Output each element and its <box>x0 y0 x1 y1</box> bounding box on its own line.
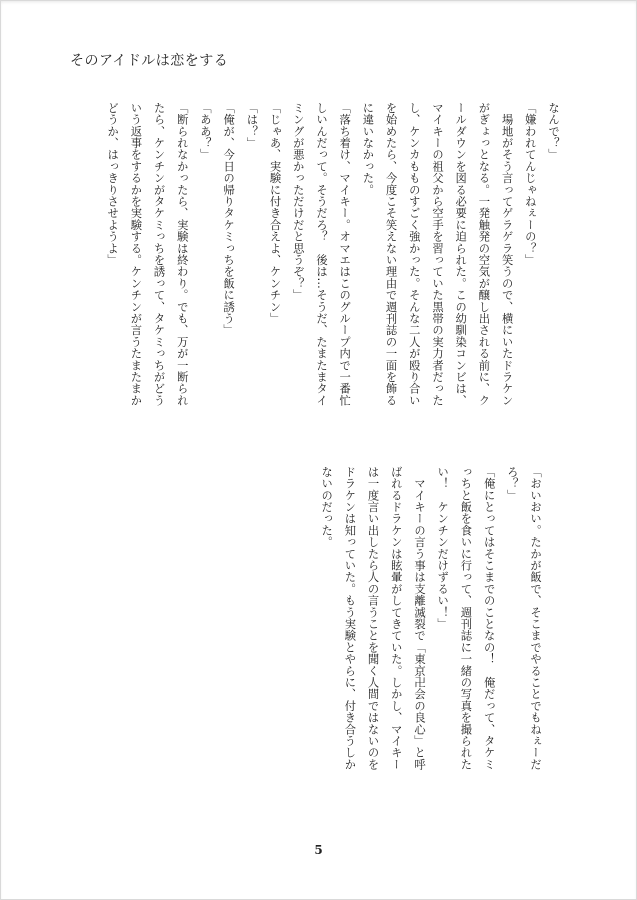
text-line: ールダウンを図る必要に迫られた。この幼馴染コンビは、 <box>454 102 468 407</box>
text-line: い！ ケンチンだけずるい！」 <box>436 466 450 630</box>
text-line: ミングが悪かっただけだと思うぞ？」 <box>291 102 305 301</box>
text-line: マイキーの祖父から空手を習っていた黒帯の実力者だった <box>430 102 444 407</box>
text-line: ろ？」 <box>505 466 519 502</box>
text-line: 「は？」 <box>245 102 259 149</box>
page-number: 5 <box>314 843 323 857</box>
text-line: 「じゃあ、実験に付き合えよ、ケンチン」 <box>268 102 282 325</box>
text-block-bottom <box>315 466 547 831</box>
text-line: 「ああ？」 <box>198 102 212 161</box>
text-line: いう返事をするかを実験する。ケンチンが言うたまたまか <box>129 102 143 407</box>
text-line: マイキーの言う事は支離滅裂で「東京卍会の良心」と呼 <box>412 466 426 771</box>
text-line: 場地がそう言ってゲラゲラ笑うので、横にいたドラケン <box>500 102 514 407</box>
text-line: どうか、はっきりさせようよ」 <box>106 102 120 266</box>
text-line: 「俺が、今日の帰りタケミっちを飯に誘う」 <box>222 102 236 336</box>
text-line: 「嫌われてんじゃねぇーの？」 <box>523 102 537 266</box>
text-line: 「おいおい。たかが飯で、そこまでやることでもねぇーだ <box>529 466 542 771</box>
text-line: っちと飯を食いに行って、週刊誌に一緒の写真を撮られた <box>459 466 473 771</box>
text-line: は一度言い出したら人の言うことを聞く人間ではないのを <box>366 466 380 771</box>
text-line: たら、ケンチンがタケミっちを誘って、タケミっちがどう <box>152 102 166 407</box>
running-title: そのアイドルは恋をする <box>70 53 229 69</box>
text-line: し、ケンカもものすごく強かった。そんな二人が殴り合い <box>407 102 421 407</box>
text-line: がぎょっとなる。一発触発の空気が醸し出される前に、ク <box>477 102 491 407</box>
text-line: ドラケンは知っていた。もう実験とやらに、付き合うしか <box>343 466 357 771</box>
text-line: なんで？」 <box>547 102 560 161</box>
text-block-top <box>101 102 565 447</box>
text-line: 「落ち着け、マイキー。オマエはこのグループ内で一番忙 <box>338 102 352 407</box>
text-line: しいんだって。そうだろ？ 後は…そうだ、たまたまタイ <box>314 102 328 407</box>
text-line: を始めたら、今度こそ笑えない理由で週刊誌の一面を飾る <box>384 102 398 407</box>
text-line: に違いなかった。 <box>361 102 375 196</box>
text-line: ばれるドラケンは眩暈がしてきていた。しかし、マイキー <box>389 466 403 771</box>
text-line: 「俺にとってはそこまでのことなの！ 俺だって、タケミ <box>482 466 496 771</box>
text-line: ないのだった。 <box>320 466 334 548</box>
text-line: 「断られなかったら、実験は終わり。でも、万が一断られ <box>175 102 189 407</box>
